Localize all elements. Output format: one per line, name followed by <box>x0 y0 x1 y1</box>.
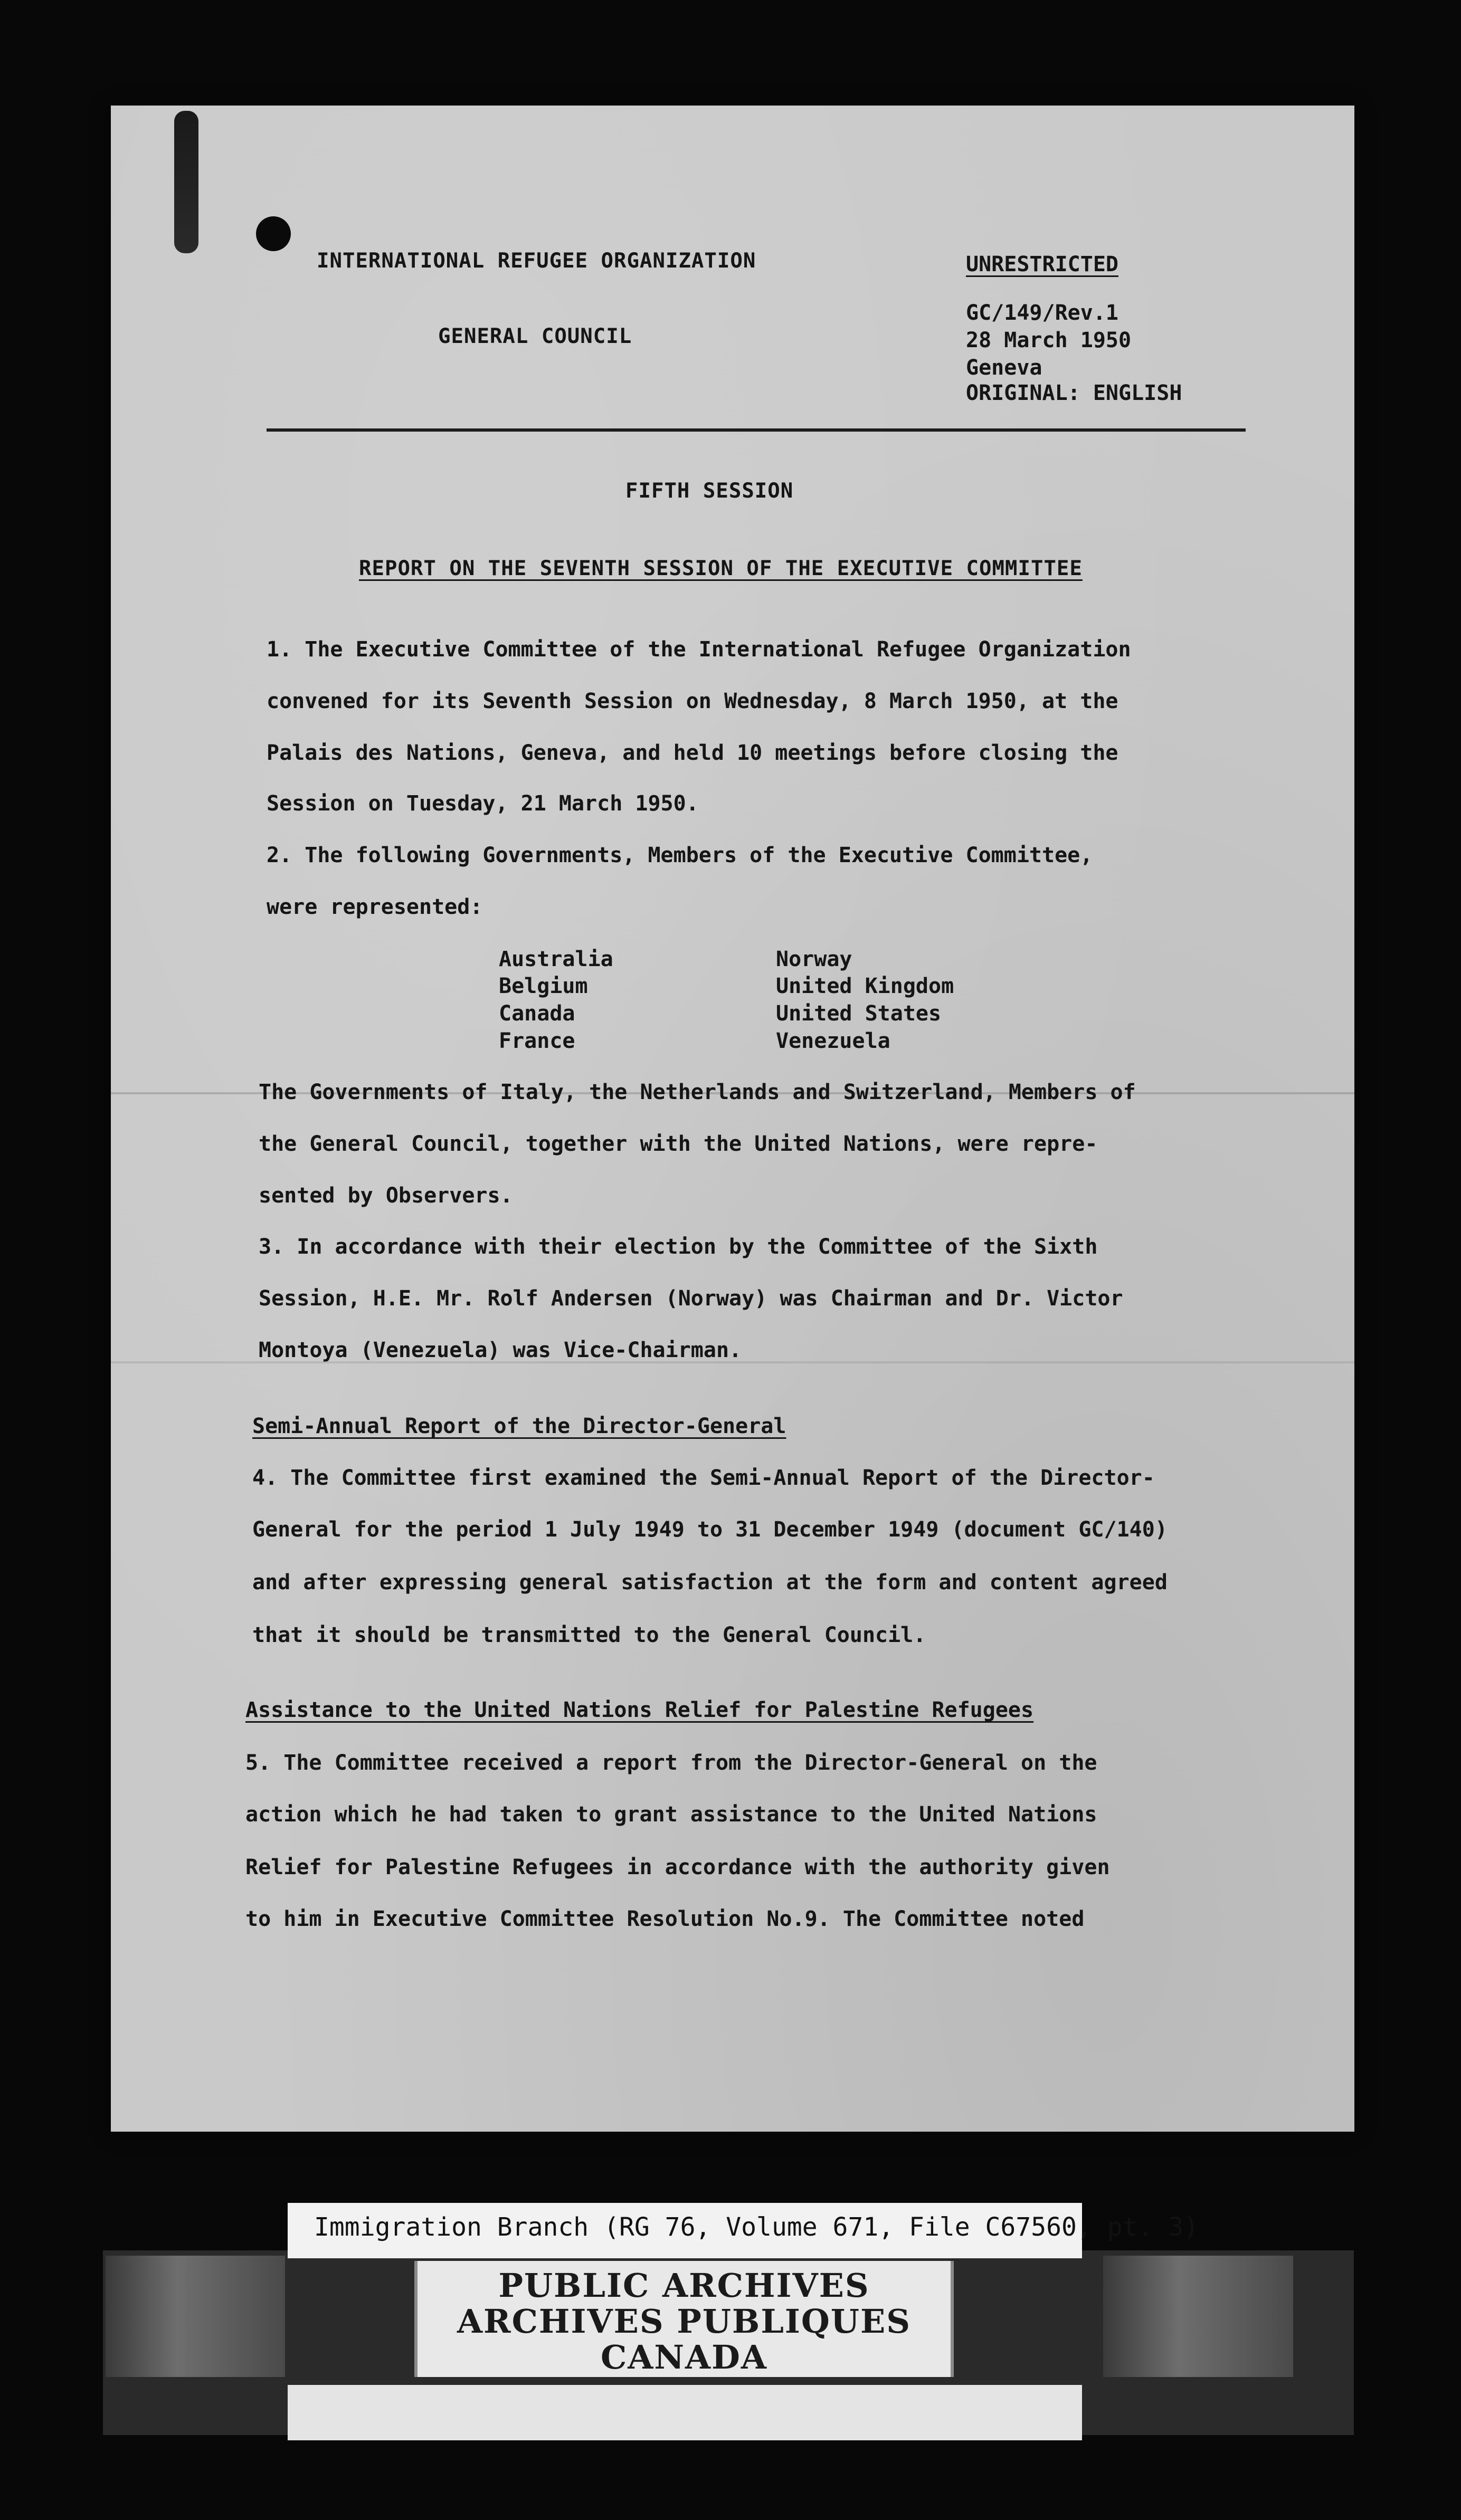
report-title: REPORT ON THE SEVENTH SESSION OF THE EXECUTIVE COMMITTEE <box>359 557 1083 580</box>
film-edge <box>106 2256 285 2377</box>
doc-number: GC/149/Rev.1 <box>966 301 1118 325</box>
council-name: GENERAL COUNCIL <box>438 324 632 348</box>
para5-line: action which he had taken to grant assistance to the United Nations <box>245 1802 1097 1827</box>
classification: UNRESTRICTED <box>966 252 1118 276</box>
stamp-line: ARCHIVES PUBLIQUES <box>457 2302 912 2341</box>
film-edge <box>1103 2256 1293 2377</box>
header-rule <box>267 428 1246 432</box>
member-country: Canada <box>499 1001 575 1026</box>
member-country: Belgium <box>499 974 588 998</box>
doc-place: Geneva <box>966 356 1042 380</box>
para3-line: Montoya (Venezuela) was Vice-Chairman. <box>259 1338 742 1362</box>
para1-line: Session on Tuesday, 21 March 1950. <box>267 791 699 816</box>
para2-line: were represented: <box>267 895 483 919</box>
para2b-line: the General Council, together with the United Nations, were repre- <box>259 1132 1098 1156</box>
punch-hole <box>256 216 291 251</box>
para2b-line: The Governments of Italy, the Netherlands and Switzerland, Members of <box>259 1080 1136 1104</box>
stamp-line: PUBLIC ARCHIVES <box>498 2266 870 2305</box>
organization-name: INTERNATIONAL REFUGEE ORGANIZATION <box>317 249 756 273</box>
member-country: France <box>499 1029 575 1053</box>
member-country: Australia <box>499 947 613 971</box>
para3-line: 3. In accordance with their election by the Committee of the Sixth <box>259 1235 1098 1259</box>
para2-line: 2. The following Governments, Members of the Executive Committee, <box>267 843 1093 867</box>
binding-shadow <box>174 111 198 253</box>
para4-line: General for the period 1 July 1949 to 31 December 1949 (document GC/140) <box>252 1517 1168 1542</box>
para4-line: 4. The Committee first examined the Semi-Annual Report of the Director- <box>252 1466 1155 1490</box>
para5-line: 5. The Committee received a report from the Director-General on the <box>245 1751 1097 1775</box>
doc-date: 28 March 1950 <box>966 328 1132 352</box>
blank-label-bar <box>288 2385 1082 2440</box>
section-heading: Assistance to the United Nations Relief for Palestine Refugees <box>245 1698 1034 1722</box>
para2b-line: sented by Observers. <box>259 1183 513 1208</box>
para3-line: Session, H.E. Mr. Rolf Andersen (Norway) was Chairman and Dr. Victor <box>259 1286 1123 1311</box>
session-title: FIFTH SESSION <box>625 479 794 503</box>
archives-stamp <box>414 2261 954 2377</box>
para1-line: 1. The Executive Committee of the International Refugee Organization <box>267 637 1131 662</box>
stamp-line: CANADA <box>600 2338 768 2376</box>
member-country: Venezuela <box>776 1029 890 1053</box>
section-heading: Semi-Annual Report of the Director-General <box>252 1414 786 1438</box>
doc-original-language: ORIGINAL: ENGLISH <box>966 381 1182 405</box>
para4-line: and after expressing general satisfaction at the form and content agreed <box>252 1570 1168 1595</box>
para5-line: to him in Executive Committee Resolution No.9. The Committee noted <box>245 1907 1085 1931</box>
member-country: United States <box>776 1001 942 1026</box>
member-country: United Kingdom <box>776 974 954 998</box>
para5-line: Relief for Palestine Refugees in accordance with the authority given <box>245 1855 1110 1879</box>
para1-line: Palais des Nations, Geneva, and held 10 meetings before closing the <box>267 741 1118 765</box>
archive-reference-text: Immigration Branch (RG 76, Volume 671, File C67560, pt. 3) <box>314 2212 1199 2242</box>
para4-line: that it should be transmitted to the General Council. <box>252 1623 926 1647</box>
para1-line: convened for its Seventh Session on Wednesday, 8 March 1950, at the <box>267 689 1118 713</box>
document-page <box>111 106 1354 2132</box>
member-country: Norway <box>776 947 852 971</box>
archive-reference-label <box>288 2203 1199 2258</box>
